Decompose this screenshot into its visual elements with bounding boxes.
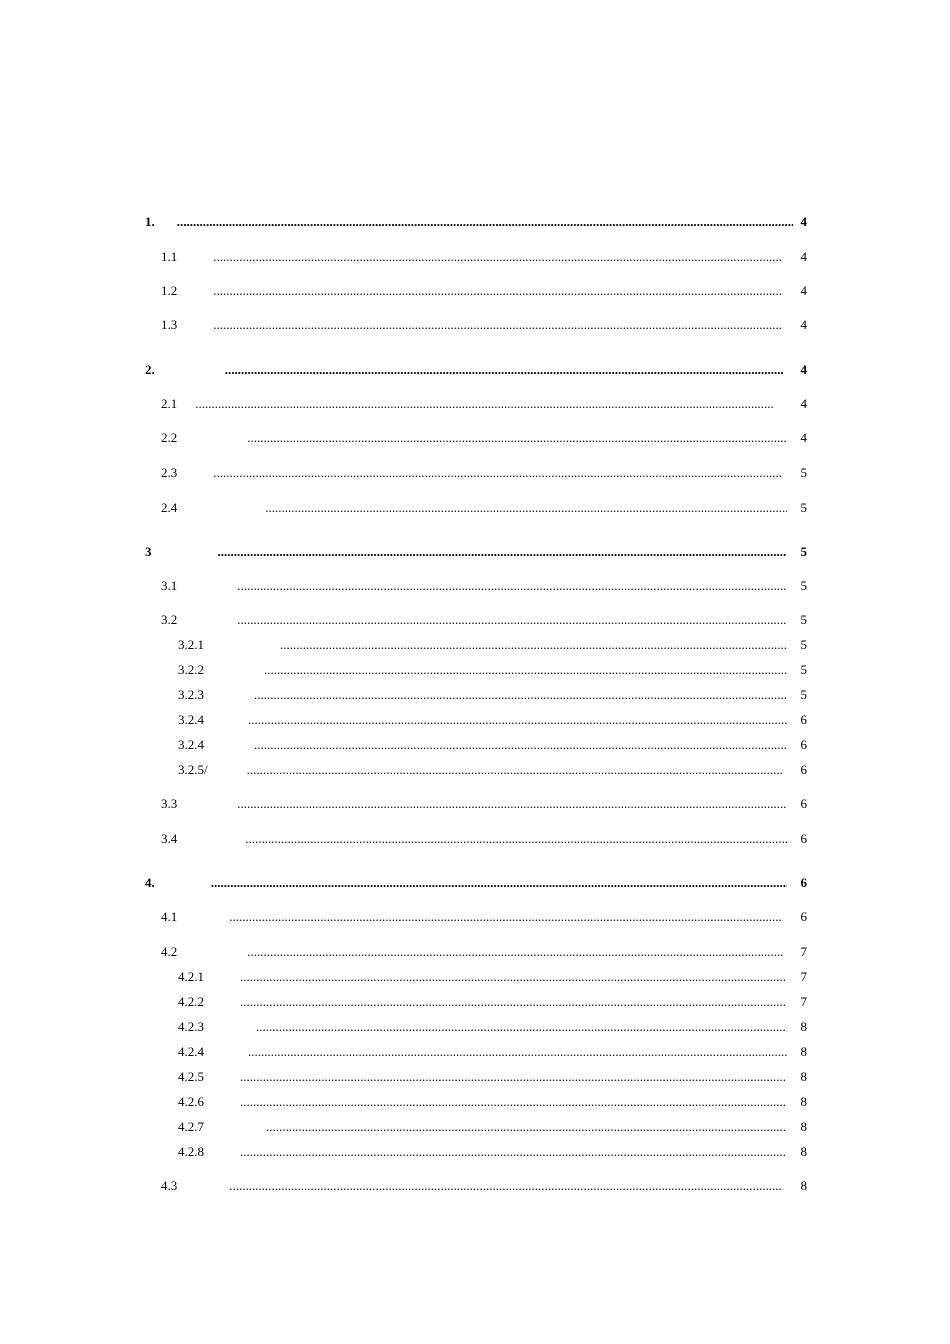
toc-entry[interactable] — [161, 795, 807, 813]
toc-entry-page: 7 — [800, 969, 807, 984]
toc-leader-dots — [218, 543, 788, 561]
toc-entry[interactable] — [178, 761, 807, 779]
toc-leader-dots — [213, 464, 783, 482]
toc-entry[interactable] — [161, 830, 807, 848]
toc-leader-dots — [177, 213, 793, 231]
toc-entry-number: 3.1 — [161, 578, 178, 593]
toc-leader-dots — [248, 1043, 787, 1061]
toc-entry-page: 4 — [800, 317, 807, 332]
toc-entry-page: 6 — [800, 909, 807, 924]
toc-entry[interactable] — [178, 1093, 807, 1111]
toc-entry-number: 4.2.3 — [178, 1019, 204, 1034]
toc-entry[interactable] — [178, 1043, 807, 1061]
toc-entry-number: 2.1 — [161, 396, 178, 411]
toc-entry-page: 8 — [800, 1069, 807, 1084]
toc-entry[interactable] — [145, 543, 807, 561]
toc-entry-number: 4.3 — [161, 1178, 178, 1193]
toc-entry[interactable] — [161, 577, 807, 595]
toc-entry-page: 5 — [800, 637, 807, 652]
toc-entry[interactable] — [178, 1068, 807, 1086]
toc-leader-dots — [229, 908, 783, 926]
toc-leader-dots — [247, 943, 783, 961]
toc-entry-page: 4 — [800, 362, 807, 377]
toc-entry-number: 3.3 — [161, 796, 178, 811]
toc-entry-number: 4.2.6 — [178, 1094, 204, 1109]
toc-entry-page: 5 — [800, 687, 807, 702]
toc-entry-number: 4. — [145, 875, 155, 890]
toc-entry-page: 5 — [800, 662, 807, 677]
toc-entry-page: 8 — [800, 1044, 807, 1059]
toc-entry[interactable] — [178, 661, 807, 679]
toc-entry[interactable] — [161, 611, 807, 629]
toc-leader-dots — [247, 761, 783, 779]
toc-entry-page: 6 — [800, 737, 807, 752]
toc-leader-dots — [266, 1118, 787, 1136]
toc-leader-dots — [265, 499, 787, 517]
toc-entry-number: 4.1 — [161, 909, 178, 924]
toc-entry-number: 3 — [145, 544, 152, 559]
toc-entry-number: 1.2 — [161, 283, 178, 298]
toc-leader-dots — [237, 611, 787, 629]
toc-entry[interactable] — [178, 686, 807, 704]
toc-entry-number: 2. — [145, 362, 155, 377]
toc-entry[interactable] — [178, 711, 807, 729]
toc-entry-page: 8 — [800, 1094, 807, 1109]
toc-entry-page: 8 — [800, 1119, 807, 1134]
toc-leader-dots — [195, 395, 773, 413]
toc-leader-dots — [225, 361, 783, 379]
toc-entry-page: 6 — [800, 831, 807, 846]
toc-entry-page: 6 — [800, 875, 807, 890]
toc-entry[interactable] — [161, 1177, 807, 1195]
toc-entry-number: 3.2.5 — [178, 762, 204, 777]
toc-entry-number: 3.2.4 — [178, 737, 204, 752]
toc-leader-dots — [213, 248, 783, 266]
toc-entry-page: 5 — [800, 544, 807, 559]
toc-entry[interactable] — [178, 1118, 807, 1136]
toc-entry[interactable] — [145, 874, 807, 892]
toc-entry-number: 3.2.2 — [178, 662, 204, 677]
toc-entry-page: 7 — [800, 944, 807, 959]
toc-entry[interactable] — [178, 968, 807, 986]
toc-entry-page: 4 — [800, 214, 807, 229]
toc-entry-page: 4 — [800, 283, 807, 298]
toc-entry-page: 6 — [800, 712, 807, 727]
toc-entry[interactable] — [178, 636, 807, 654]
toc-leader-dots — [237, 577, 787, 595]
toc-entry-number: 3.2.1 — [178, 637, 204, 652]
toc-entry-number: 3.2 — [161, 612, 178, 627]
toc-entry-page: 5 — [800, 612, 807, 627]
toc-entry[interactable] — [161, 429, 807, 447]
toc-entry-number: 4.2 — [161, 944, 178, 959]
toc-entry-page: 5 — [800, 500, 807, 515]
toc-entry-page: 8 — [800, 1178, 807, 1193]
toc-leader-dots — [245, 830, 787, 848]
toc-entry-number: 3.4 — [161, 831, 178, 846]
toc-leader-dots — [240, 1143, 787, 1161]
toc-entry[interactable] — [145, 213, 807, 231]
toc-entry-page: 4 — [800, 396, 807, 411]
toc-entry-page: 8 — [800, 1144, 807, 1159]
toc-entry-number: 4.2.4 — [178, 1044, 204, 1059]
toc-leader-dots — [240, 1093, 787, 1111]
toc-entry[interactable] — [145, 361, 807, 379]
toc-entry-number: 4.2.7 — [178, 1119, 204, 1134]
toc-entry[interactable] — [161, 395, 807, 413]
toc-leader-dots — [240, 993, 787, 1011]
toc-entry-page: 4 — [800, 249, 807, 264]
toc-entry-number: 4.2.2 — [178, 994, 204, 1009]
toc-entry[interactable] — [161, 248, 807, 266]
toc-leader-dots — [254, 736, 787, 754]
toc-entry-page: 5 — [800, 465, 807, 480]
toc-leader-dots — [240, 1068, 787, 1086]
toc-leader-dots — [264, 661, 787, 679]
toc-entry[interactable] — [161, 464, 807, 482]
toc-entry-page: 5 — [800, 578, 807, 593]
toc-entry-number: 3.2.4 — [178, 712, 204, 727]
toc-leader-dots — [254, 686, 787, 704]
toc-entry[interactable] — [178, 993, 807, 1011]
toc-entry[interactable] — [161, 943, 807, 961]
toc-leader-dots — [240, 968, 787, 986]
toc-entry-number: 1.3 — [161, 317, 178, 332]
toc-leader-dots — [256, 1018, 787, 1036]
toc-entry-page: 6 — [800, 762, 807, 777]
toc-entry-number: 4.2.8 — [178, 1144, 204, 1159]
toc-leader-dots — [213, 282, 783, 300]
toc-leader-dots — [213, 316, 783, 334]
toc-entry-title: / — [204, 762, 211, 777]
toc-entry-number: 4.2.1 — [178, 969, 204, 984]
toc-entry-number: 2.4 — [161, 500, 178, 515]
toc-leader-dots — [237, 795, 787, 813]
toc-leader-dots — [280, 636, 787, 654]
toc-entry-number: 2.2 — [161, 430, 178, 445]
toc-leader-dots — [248, 711, 787, 729]
toc-leader-dots — [247, 429, 787, 447]
toc-entry[interactable] — [161, 908, 807, 926]
toc-entry-page: 6 — [800, 796, 807, 811]
toc-entry[interactable] — [178, 736, 807, 754]
toc-entry[interactable] — [178, 1143, 807, 1161]
toc-entry[interactable] — [161, 499, 807, 517]
toc-entry-number: 1.1 — [161, 249, 178, 264]
toc-entry-page: 7 — [800, 994, 807, 1009]
toc-entry-page: 8 — [800, 1019, 807, 1034]
toc-entry-page: 4 — [800, 430, 807, 445]
toc-entry-number: 4.2.5 — [178, 1069, 204, 1084]
toc-entry-number: 1. — [145, 214, 155, 229]
toc-entry[interactable] — [161, 316, 807, 334]
toc-entry[interactable] — [161, 282, 807, 300]
toc-leader-dots — [211, 874, 787, 892]
toc-entry-number: 3.2.3 — [178, 687, 204, 702]
toc-entry[interactable] — [178, 1018, 807, 1036]
toc-leader-dots — [229, 1177, 783, 1195]
toc-entry-number: 2.3 — [161, 465, 178, 480]
